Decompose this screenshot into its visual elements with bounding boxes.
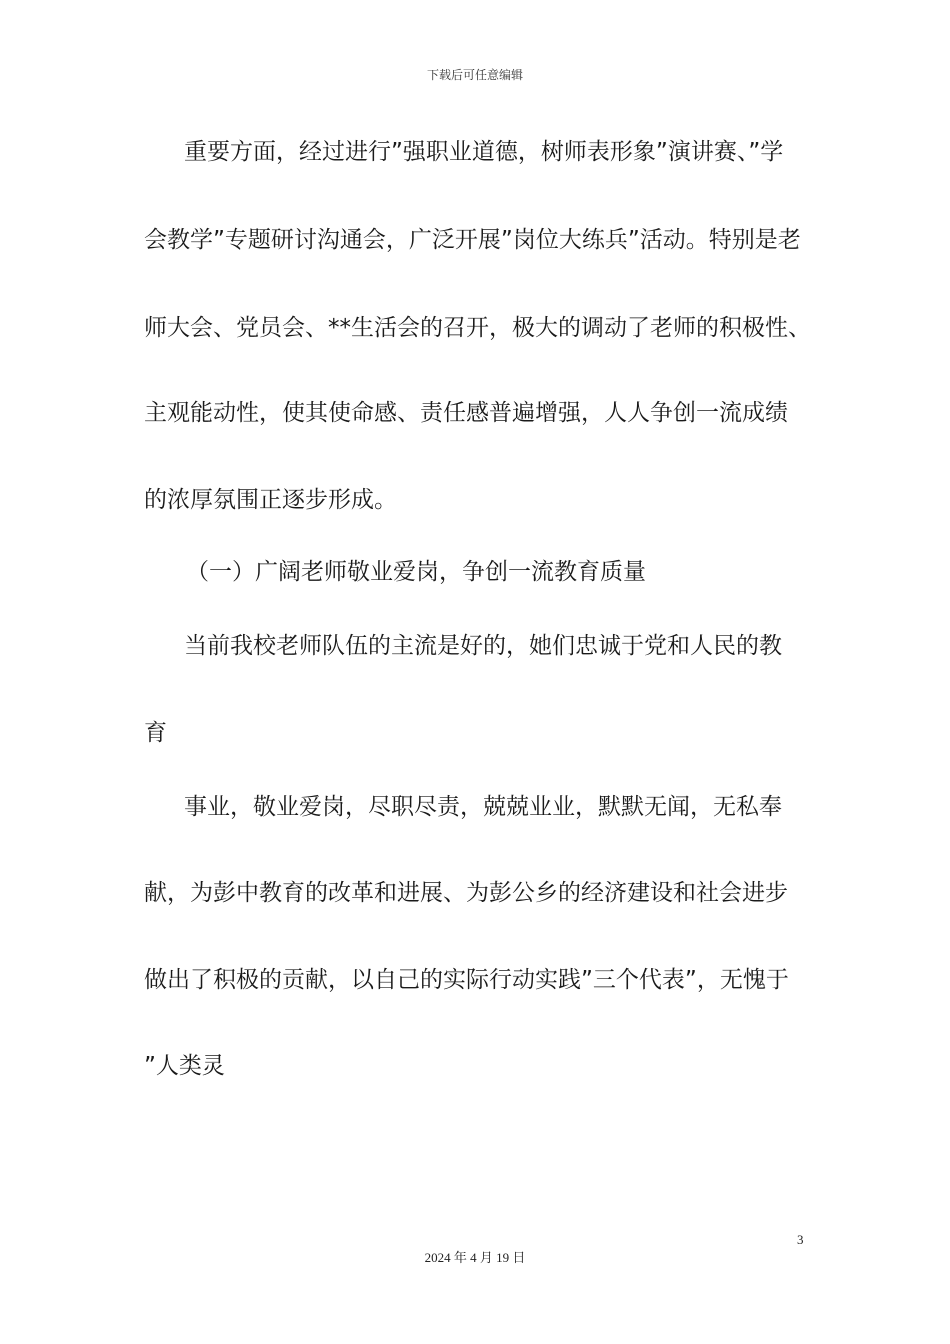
paragraph-line: 主观能动性，使其使命感、责任感普遍增强，人人争创一流成绩 bbox=[144, 400, 788, 426]
header-note: 下载后可任意编辑 bbox=[426, 68, 523, 82]
paragraph-line: ”人类灵 bbox=[144, 1053, 225, 1079]
paragraph-line: 师大会、党员会、**生活会的召开，极大的调动了老师的积极性、 bbox=[144, 315, 811, 341]
section-heading: （一）广阔老师敬业爱岗，争创一流教育质量 bbox=[186, 559, 646, 585]
paragraph-line: 做出了积极的贡献，以自己的实际行动实践”三个代表”，无愧于 bbox=[144, 967, 789, 993]
page-number: 3 bbox=[797, 1232, 804, 1247]
paragraph-line: 事业，敬业爱岗，尽职尽责，兢兢业业，默默无闻，无私奉 bbox=[184, 794, 782, 820]
paragraph-line: 育 bbox=[144, 720, 167, 746]
paragraph-line: 当前我校老师队伍的主流是好的，她们忠诚于党和人民的教 bbox=[184, 633, 782, 659]
paragraph-line: 会教学”专题研讨沟通会，广泛开展”岗位大练兵”活动。特别是老 bbox=[144, 227, 801, 253]
paragraph-line: 献，为彭中教育的改革和进展、为彭公乡的经济建设和社会进步 bbox=[144, 880, 788, 906]
paragraph-line: 重要方面，经过进行”强职业道德，树师表形象”演讲赛、”学 bbox=[184, 139, 784, 165]
paragraph-line: 的浓厚氛围正逐步形成。 bbox=[144, 487, 397, 513]
footer-date: 2024 年 4 月 19 日 bbox=[424, 1250, 526, 1265]
